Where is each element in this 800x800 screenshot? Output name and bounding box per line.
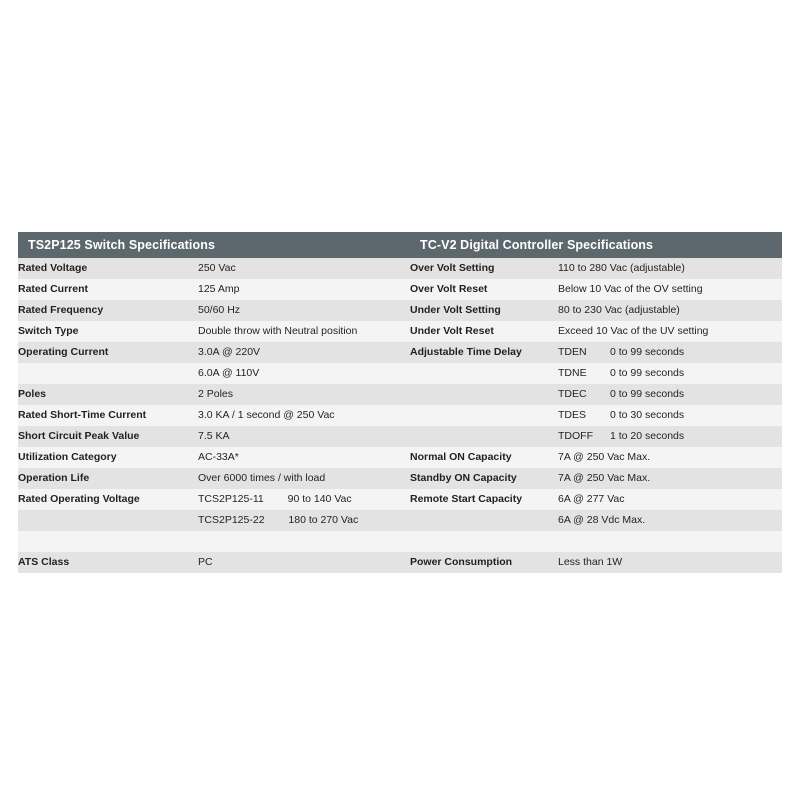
table-row-spacer xyxy=(18,531,782,552)
table-row xyxy=(18,426,782,447)
row-subvalue: 1 to 20 seconds xyxy=(610,426,782,447)
table-row xyxy=(18,279,782,300)
row-label: ATS Class xyxy=(18,552,198,573)
right-panel-header: TC-V2 Digital Controller Specifications xyxy=(410,232,782,258)
row-label: Under Volt Reset xyxy=(410,321,558,342)
row-label: Rated Voltage xyxy=(18,258,198,279)
row-gap xyxy=(390,552,410,573)
row-gap xyxy=(390,510,410,531)
row-gap xyxy=(390,279,410,300)
row-value-range: 180 to 270 Vac xyxy=(288,514,359,526)
row-gap xyxy=(390,321,410,342)
table-row xyxy=(18,321,782,342)
table-row xyxy=(18,510,782,531)
row-gap xyxy=(390,384,410,405)
row-subvalue: 0 to 30 seconds xyxy=(610,405,782,426)
row-gap xyxy=(390,531,410,552)
row-value: TDEC xyxy=(558,384,610,405)
row-gap xyxy=(390,426,410,447)
row-label xyxy=(18,510,198,531)
table-row xyxy=(18,384,782,405)
row-label: Short Circuit Peak Value xyxy=(18,426,198,447)
row-label: Switch Type xyxy=(18,321,198,342)
row-value: Over 6000 times / with load xyxy=(198,468,390,489)
row-value xyxy=(558,531,782,552)
row-label: Rated Frequency xyxy=(18,300,198,321)
row-value xyxy=(198,531,390,552)
table-row xyxy=(18,552,782,573)
row-value: TDNE xyxy=(558,363,610,384)
row-label xyxy=(410,405,558,426)
row-value: Less than 1W xyxy=(558,552,782,573)
row-value: Below 10 Vac of the OV setting xyxy=(558,279,782,300)
row-value: Double throw with Neutral position xyxy=(198,321,390,342)
row-value: 7A @ 250 Vac Max. xyxy=(558,468,782,489)
row-value: TDES xyxy=(558,405,610,426)
row-value: 2 Poles xyxy=(198,384,390,405)
table-row xyxy=(18,342,782,363)
row-label xyxy=(410,510,558,531)
row-subvalue: 0 to 99 seconds xyxy=(610,384,782,405)
row-value: 110 to 280 Vac (adjustable) xyxy=(558,258,782,279)
row-value-model: TCS2P125-11 xyxy=(198,493,264,505)
table-row xyxy=(18,468,782,489)
row-label: Operation Life xyxy=(18,468,198,489)
row-label xyxy=(410,426,558,447)
row-label: Under Volt Setting xyxy=(410,300,558,321)
row-label: Standby ON Capacity xyxy=(410,468,558,489)
row-gap xyxy=(390,405,410,426)
row-label: Over Volt Setting xyxy=(410,258,558,279)
row-label xyxy=(18,363,198,384)
row-gap xyxy=(390,468,410,489)
row-label xyxy=(18,531,198,552)
row-label: Rated Short-Time Current xyxy=(18,405,198,426)
row-label: Operating Current xyxy=(18,342,198,363)
row-value-model: TCS2P125-22 xyxy=(198,514,265,526)
row-value: 6A @ 28 Vdc Max. xyxy=(558,510,782,531)
row-label xyxy=(410,363,558,384)
row-value: PC xyxy=(198,552,390,573)
table-row xyxy=(18,405,782,426)
specifications-table xyxy=(18,232,782,573)
row-value: 6.0A @ 110V xyxy=(198,363,390,384)
row-label: Normal ON Capacity xyxy=(410,447,558,468)
row-value: 125 Amp xyxy=(198,279,390,300)
row-value: 3.0 KA / 1 second @ 250 Vac xyxy=(198,405,390,426)
table-row xyxy=(18,447,782,468)
row-value: 250 Vac xyxy=(198,258,390,279)
row-label: Over Volt Reset xyxy=(410,279,558,300)
left-panel-header: TS2P125 Switch Specifications xyxy=(18,232,390,258)
row-value: 7.5 KA xyxy=(198,426,390,447)
table-row xyxy=(18,258,782,279)
row-value: 6A @ 277 Vac xyxy=(558,489,782,510)
row-value: 50/60 Hz xyxy=(198,300,390,321)
row-gap xyxy=(390,258,410,279)
row-label: Power Consumption xyxy=(410,552,558,573)
row-label: Poles xyxy=(18,384,198,405)
table-row xyxy=(18,300,782,321)
row-label xyxy=(410,384,558,405)
row-gap xyxy=(390,342,410,363)
row-value xyxy=(198,489,390,510)
header-gap xyxy=(390,232,410,258)
row-gap xyxy=(390,489,410,510)
row-value: AC-33A* xyxy=(198,447,390,468)
row-value: TDOFF xyxy=(558,426,610,447)
table-row xyxy=(18,489,782,510)
row-value-range: 90 to 140 Vac xyxy=(287,493,352,505)
row-value xyxy=(198,510,390,531)
row-value: 80 to 230 Vac (adjustable) xyxy=(558,300,782,321)
row-label: Rated Current xyxy=(18,279,198,300)
row-value: 3.0A @ 220V xyxy=(198,342,390,363)
table-row xyxy=(18,363,782,384)
specification-sheet xyxy=(18,232,782,573)
row-label xyxy=(410,531,558,552)
row-label: Rated Operating Voltage xyxy=(18,489,198,510)
row-gap xyxy=(390,363,410,384)
row-label: Utilization Category xyxy=(18,447,198,468)
row-label: Adjustable Time Delay xyxy=(410,342,558,363)
row-label: Remote Start Capacity xyxy=(410,489,558,510)
row-value: 7A @ 250 Vac Max. xyxy=(558,447,782,468)
row-subvalue: 0 to 99 seconds xyxy=(610,363,782,384)
row-value: TDEN xyxy=(558,342,610,363)
row-value: Exceed 10 Vac of the UV setting xyxy=(558,321,782,342)
row-gap xyxy=(390,300,410,321)
table-header-row xyxy=(18,232,782,258)
row-gap xyxy=(390,447,410,468)
row-subvalue: 0 to 99 seconds xyxy=(610,342,782,363)
